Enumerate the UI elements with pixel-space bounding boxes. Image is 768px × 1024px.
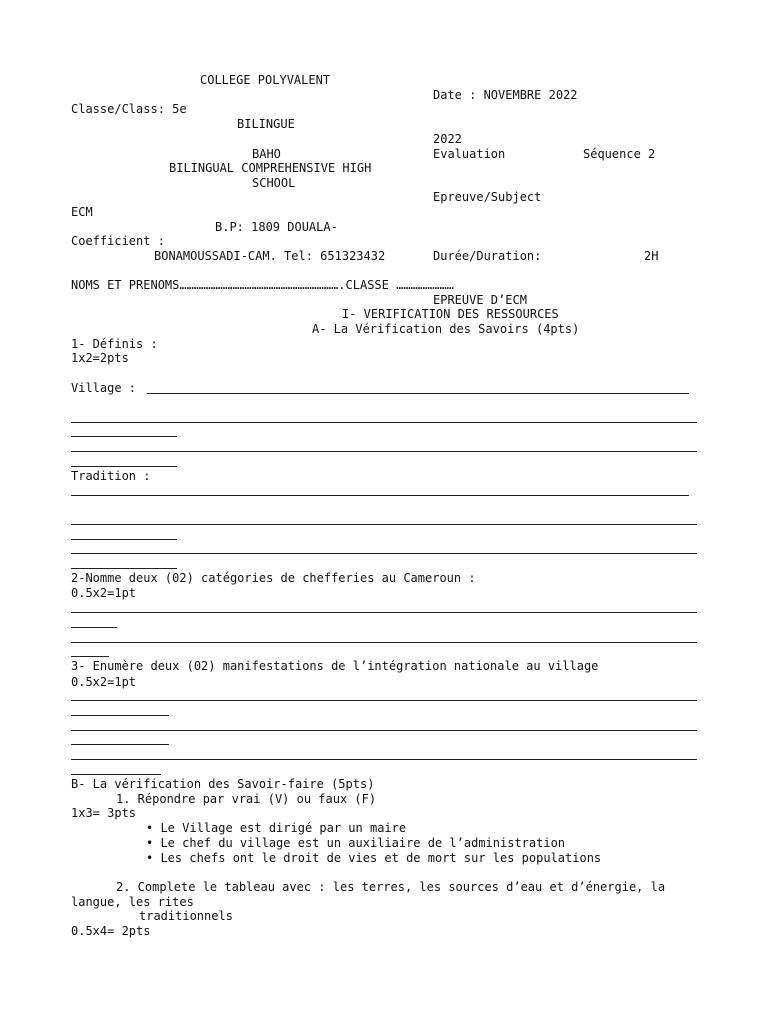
exam-title: EPREUVE D’ECM [433, 293, 527, 307]
section-b-item-2-points: 0.5x4= 2pts [71, 924, 151, 938]
question-3-points: 0.5x2=1pt [71, 675, 137, 689]
true-false-statement: • Le chef du village est un auxiliaire de l’administration [146, 836, 566, 850]
subject-value: ECM [71, 205, 93, 219]
school-name-line5: SCHOOL [252, 176, 296, 190]
school-name-line1: COLLEGE POLYVALENT [200, 73, 331, 87]
answer-line [71, 656, 109, 657]
question-1-label: 1- Définis : [71, 337, 158, 351]
evaluation-label: Evaluation [433, 147, 506, 161]
answer-line [71, 466, 177, 467]
section-b-item-1-points: 1x3= 3pts [71, 806, 137, 820]
exam-date: Date : NOVEMBRE 2022 [433, 88, 578, 102]
answer-line [71, 422, 697, 423]
section-b-item-2: 2. Complete le tableau avec : les terres, les sources d’eau et d’énergie, la [116, 880, 666, 894]
true-false-statement: • Les chefs ont le droit de vies et de mort sur les populations [146, 851, 602, 865]
section-b-item-1: 1. Répondre par vrai (V) ou faux (F) [116, 792, 377, 806]
answer-line [71, 568, 177, 569]
coefficient-label: Coefficient : [71, 234, 165, 248]
village-label: Village : [71, 381, 137, 395]
answer-line [71, 730, 697, 731]
section-b-item-2-line2: langue, les rites [71, 895, 194, 909]
duration-label: Durée/Duration: [433, 249, 542, 263]
tradition-label: Tradition : [71, 469, 151, 483]
section-b-item-2-line3: traditionnels [139, 909, 233, 923]
answer-line [147, 393, 689, 394]
answer-line [71, 627, 117, 628]
subject-label: Epreuve/Subject [433, 190, 542, 204]
answer-line [71, 744, 169, 745]
answer-line [71, 700, 697, 701]
class-label: Classe/Class: 5e [71, 102, 187, 116]
school-name-line4: BILINGUAL COMPREHENSIVE HIGH [169, 161, 372, 175]
answer-line [71, 759, 697, 760]
question-2-points: 0.5x2=1pt [71, 586, 137, 600]
school-name-line2: BILINGUE [237, 117, 295, 131]
student-name-class-line: NOMS ET PRENOMS………………………………………………………….CLASSE …………………… [71, 278, 454, 292]
answer-line [71, 495, 689, 496]
true-false-statement: • Le Village est dirigé par un maire [146, 821, 407, 835]
question-3-label: 3- Enumère deux (02) manifestations de l’intégration nationale au village [71, 659, 599, 673]
school-address-line2: BONAMOUSSADI-CAM. Tel: 651323432 [154, 249, 386, 263]
question-1-points: 1x2=2pts [71, 351, 129, 365]
answer-line [71, 451, 697, 452]
answer-line [71, 642, 697, 643]
section-a-title: A- La Vérification des Savoirs (4pts) [312, 322, 580, 336]
answer-line [71, 715, 169, 716]
answer-line [71, 774, 161, 775]
question-2-label: 2-Nomme deux (02) catégories de chefferies au Cameroun : [71, 571, 476, 585]
section-b-title: B- La vérification des Savoir-faire (5pts) [71, 777, 375, 791]
answer-line [71, 539, 177, 540]
answer-line [71, 612, 697, 613]
sequence-label: Séquence 2 [583, 147, 656, 161]
answer-line [71, 553, 697, 554]
part1-title: I- VERIFICATION DES RESSOURCES [342, 307, 559, 321]
answer-line [71, 524, 697, 525]
school-name-line3: BAHO [252, 147, 281, 161]
duration-value: 2H [644, 249, 659, 263]
school-address-line1: B.P: 1809 DOUALA- [215, 220, 338, 234]
exam-year: 2022 [433, 132, 462, 146]
answer-line [71, 436, 177, 437]
